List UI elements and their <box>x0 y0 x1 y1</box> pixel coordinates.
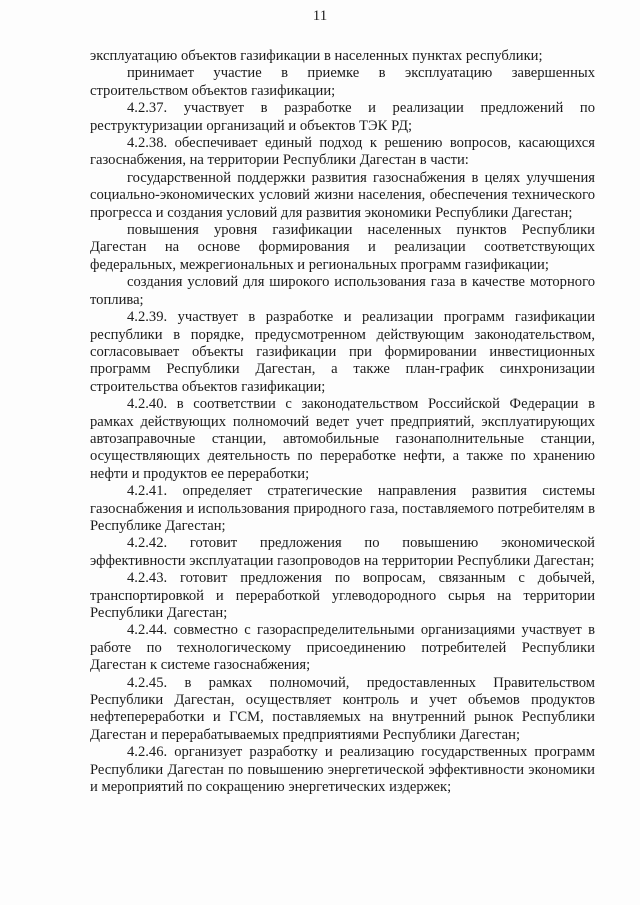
paragraph-4-2-42: 4.2.42. готовит предложения по повышению экономической эффективности эксплуатации газопроводов на территории Республики Дагестан; <box>90 535 595 569</box>
paragraph-4-2-44: 4.2.44. совместно с газораспределительными организациями участвует в работе по технологическому присоединению потребителей Республики Дагестан к системе газоснабжения; <box>90 622 595 674</box>
paragraph-motor-fuel: создания условий для широкого использования газа в качестве моторного топлива; <box>90 274 595 308</box>
paragraph-gasification-level: повышения уровня газификации населенных пунктов Республики Дагестан на основе формирования и реализации соответствующих федеральных, межрегиональных и региональных программ газификации; <box>90 222 595 273</box>
paragraph-4-2-43: 4.2.43. готовит предложения по вопросам, связанным с добычей, транспортировкой и переработкой углеводородного сырья на территории Республики Дагестан; <box>90 570 595 621</box>
paragraph-continuation: эксплуатацию объектов газификации в населенных пунктах республики; <box>90 48 543 64</box>
paragraph-4-2-39: 4.2.39. участвует в разработке и реализации программ газификации республики в порядке, предусмотренном действующим законодательством, согласовывает объекты газификации при формировании инвестиционных программ Республики Дагестан, а также план-график синхронизации строительства объектов газификации; <box>90 309 595 395</box>
document-body <box>90 48 595 796</box>
paragraph-4-2-45: 4.2.45. в рамках полномочий, предоставленных Правительством Республики Дагестан, осуществляет контроль и учет объемов продуктов нефтепереработки и ГСМ, поставляемых на внутренний рынок Республики Дагестан и перерабатываемых предприятиями Республики Дагестан; <box>90 674 595 743</box>
page-number: 11 <box>312 8 328 24</box>
paragraph-acceptance: принимает участие в приемке в эксплуатацию завершенных строительством объектов газификации; <box>90 65 595 99</box>
paragraph-4-2-41: 4.2.41. определяет стратегические направления развития системы газоснабжения и использования природного газа, поставляемого потребителям в Республике Дагестан; <box>90 483 595 534</box>
paragraph-4-2-46: 4.2.46. организует разработку и реализацию государственных программ Республики Дагестан по повышению энергетической эффективности экономики и мероприятий по сокращению энергетических издержек; <box>90 744 595 796</box>
paragraph-4-2-38: 4.2.38. обеспечивает единый подход к решению вопросов, касающихся газоснабжения, на территории Республики Дагестан в части: <box>90 135 595 169</box>
paragraph-4-2-37: 4.2.37. участвует в разработке и реализации предложений по реструктуризации организаций и объектов ТЭК РД; <box>90 100 595 134</box>
paragraph-state-support: государственной поддержки развития газоснабжения в целях улучшения социально-экономических условий жизни населения, обеспечения технического прогресса и создания условий для развития экономики Республики Дагестан; <box>90 169 595 221</box>
paragraph-4-2-40: 4.2.40. в соответствии с законодательством Российской Федерации в рамках действующих полномочий ведет учет предприятий, эксплуатирующих автозаправочные станции, автомобильные газонаполнительные станции, осуществляющих деятельность по переработке нефти, а также по хранению нефти и продуктов ее переработки; <box>90 396 595 482</box>
